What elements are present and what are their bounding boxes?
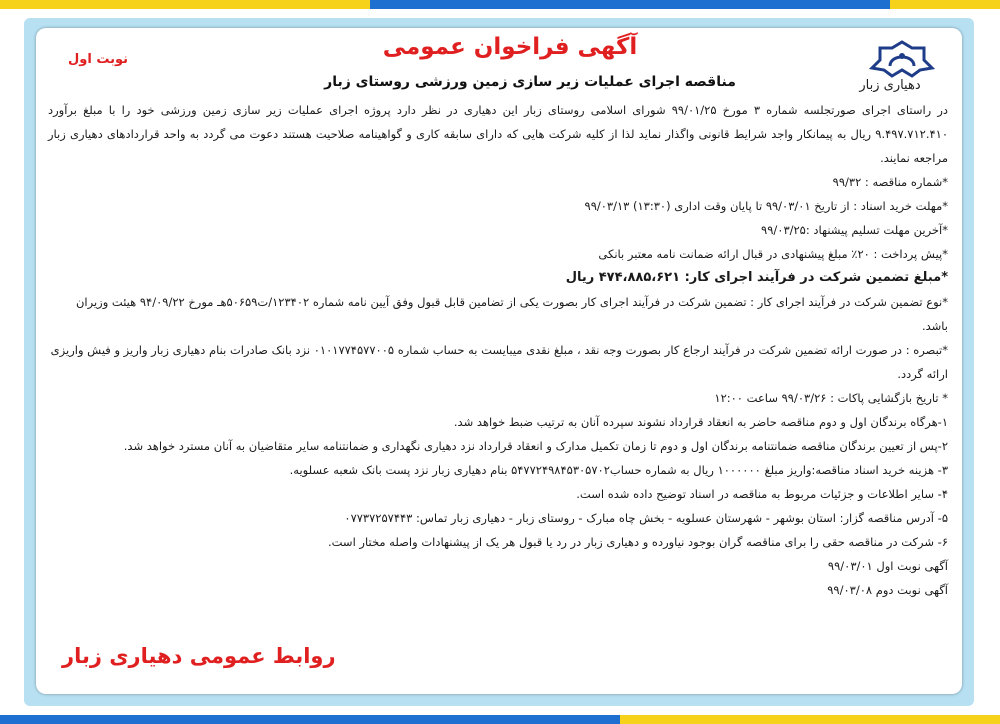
prepayment-item: *پیش پرداخت : ۲۰٪ مبلغ پیشنهادی در قبال ارائه ضمانت نامه معتبر بانکی xyxy=(598,247,948,261)
tender-number: *شماره مناقصه : ۹۹/۳۲ xyxy=(832,175,948,189)
public-relations-signature: روابط عمومی دهیاری زبار xyxy=(62,644,336,668)
guarantee-amount: *مبلغ تضمین شرکت در فرآیند اجرای کار: ۴۷۴،۸۸۵،۶۲۱ ریال xyxy=(565,270,948,285)
logo-caption: دهیاری زبار xyxy=(859,78,921,93)
notice-subtitle: مناقصه اجرای عملیات زیر سازی زمین ورزشی روستای زبار xyxy=(324,74,736,90)
guarantee-type: *نوع تضمین شرکت در فرآیند اجرای کار : تضمین شرکت در فرآیند اجرای کار بصورت یکی از تضامین قابل قبول وفق آیین نامه شماره ۱۲۳۴۰۲/ت۵۰۶۵۹هـ مورخ ۹۴/۰۹/۲۲ هیئت وزیران باشد. xyxy=(75,295,948,333)
opening-date: * تاریخ بازگشایی پاکات : ۹۹/۰۳/۲۶ ساعت ۱۲:۰۰ xyxy=(714,391,948,405)
top-yellow-accent-right xyxy=(890,0,1000,9)
round-label: نوبت اول xyxy=(68,52,129,67)
intro-paragraph: در راستای اجرای صورتجلسه شماره ۳ مورخ ۹۹/۰۱/۲۵ شورای اسلامی روستای زبار این دهیاری در نظر دارد پروژه اجرای عملیات زیر سازی زمین ورزشی خود را با مبلغ برآورد ۹.۴۹۷.۷۱۲.۴۱۰ ریال به پیمانکار واجد شرایط قانونی واگذار نماید لذا از کلیه شرکت هایی که دارای سابقه کاری و گواهینامه صلاحیت هستند دعوت می گردد به واحد قراردادهای دهیاری زبار مراجعه نمایند. xyxy=(48,103,949,165)
proposal-deadline: *آخرین مهلت تسلیم پیشنهاد :۹۹/۰۳/۲۵ xyxy=(761,223,948,237)
note-cash-guarantee: *تبصره : در صورت ارائه تضمین شرکت در فرآیند ارجاع کار بصورت وجه نقد ، مبلغ نقدی میبایست به حساب شماره ۰۱۰۱۷۷۴۵۷۷۰۰۵ نزد بانک صادرات بنام دهیاری زبار واریز و فیش واریزی ارائه گردد. xyxy=(50,343,948,381)
page-title: آگهی فراخوان عمومی xyxy=(382,34,638,60)
condition-6: ۶- شرکت در مناقصه حقی را برای مناقصه گران بوجود نیاورده و دهیاری زبار در رد یا قبول هر یک از پیشنهادات واصله مختار است. xyxy=(327,535,948,549)
bottom-yellow-accent xyxy=(620,715,1000,724)
condition-4: ۴- سایر اطلاعات و جزئیات مربوط به مناقصه در اسناد توضیح داده شده است. xyxy=(576,487,948,501)
top-yellow-accent xyxy=(0,0,370,9)
condition-1: ۱-هرگاه برندگان اول و دوم مناقصه حاضر به انعقاد قرارداد نشوند سپرده آنان به ترتیب ضبط خواهد شد. xyxy=(453,415,948,429)
notice-body xyxy=(48,98,948,602)
document-purchase-deadline: *مهلت خرید اسناد : از تاریخ ۹۹/۰۳/۰۱ تا پایان وقت اداری (۱۳:۳۰) ۹۹/۰۳/۱۳ xyxy=(584,199,948,213)
condition-5-address: ۵- آدرس مناقصه گزار: استان بوشهر - شهرستان عسلویه - بخش چاه مبارک - روستای زبار - دهیاری زبار تماس: ۰۷۷۳۷۲۵۷۴۴۳ xyxy=(344,511,948,525)
second-publication: آگهی نوبت دوم ۹۹/۰۳/۰۸ xyxy=(827,583,948,597)
condition-2: ۲-پس از تعیین برندگان مناقصه ضمانتنامه برندگان اول و دوم تا زمان تکمیل مدارک و انعقاد قرارداد نزد دهیاری نگهداری و ضمانتنامه سایر متقاضیان به آنان مسترد خواهد شد. xyxy=(123,439,948,453)
first-publication: آگهی نوبت اول ۹۹/۰۳/۰۱ xyxy=(827,559,948,573)
condition-3: ۳- هزینه خرید اسناد مناقصه:واریز مبلغ ۱۰۰۰۰۰۰ ریال به شماره حساب۵۴۷۷۲۴۹۸۴۵۳۰۵۷۰۲ بنام دهیاری زبار نزد پست بانک شعبه عسلویه. xyxy=(289,463,948,477)
dehyari-logo-icon xyxy=(860,40,944,78)
